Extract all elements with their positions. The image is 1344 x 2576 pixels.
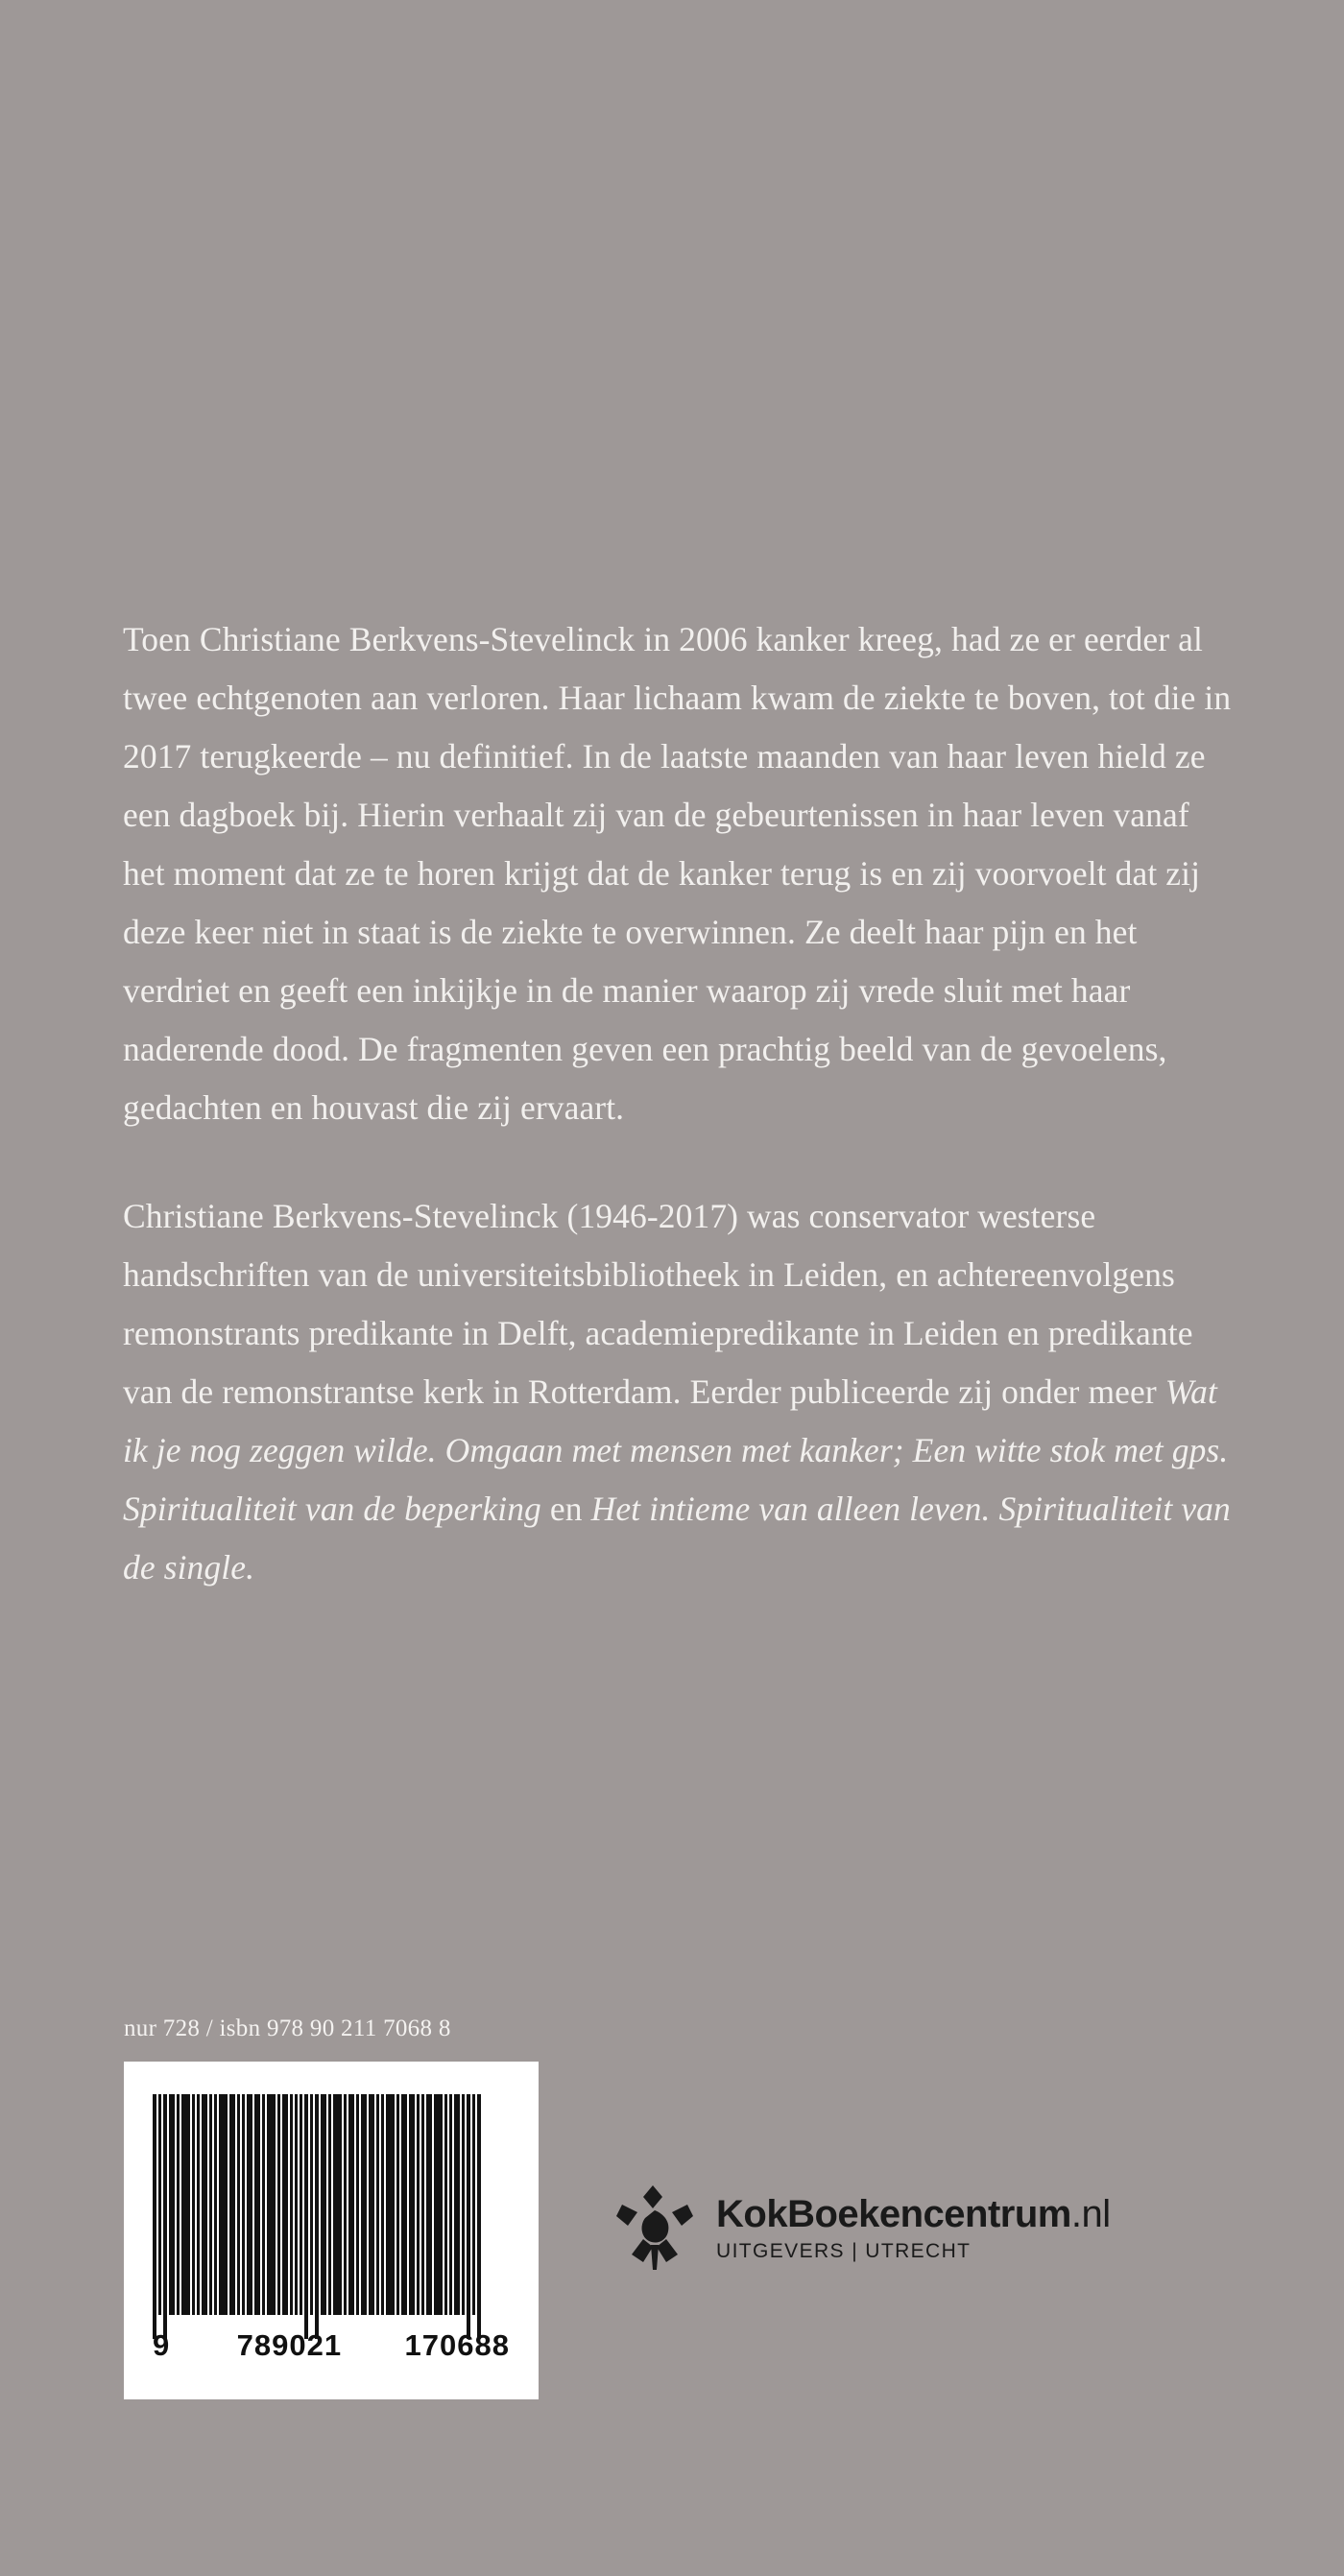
barcode-bars — [153, 2094, 510, 2315]
book-title-3: Het intieme van alleen leven. Spiritualiteit van de single. — [123, 1490, 1231, 1586]
publisher-logo — [614, 2183, 1111, 2272]
book-title-2: Een witte stok met gps. Spiritualiteit van de beperking — [123, 1431, 1229, 1528]
blurb-text-block — [123, 610, 1236, 1597]
publisher-name-main: KokBoekencentrum — [716, 2192, 1071, 2235]
book-title-1: Wat ik je nog zeggen wilde. Omgaan met mensen met kanker; — [123, 1372, 1217, 1469]
blurb-paragraph-1: Toen Christiane Berkvens-Stevelinck in 2006 kanker kreeg, had ze er eerder al twee echtgenoten aan verloren. Haar lichaam kwam de ziekte te boven, tot die in 2017 terugkeerde – nu definitief. In de laatste maanden van haar leven hield ze een dagboek bij. Hierin verhaalt zij van de gebeurtenissen in haar leven vanaf het moment dat ze te horen krijgt dat de kanker terug is en zij voorvoelt dat zij deze keer niet in staat is de ziekte te overwinnen. Ze deelt haar pijn en het verdriet en geeft een inkijkje in de manier waarop zij vrede sluit met haar naderende dood. De fragmenten geven een prachtig beeld van de gevoelens, gedachten en houvast die zij ervaart. — [123, 620, 1232, 1127]
publisher-name-suffix: .nl — [1070, 2192, 1111, 2235]
title-separator-1 — [904, 1431, 913, 1469]
publisher-subtitle: UITGEVERS | UTRECHT — [716, 2239, 972, 2262]
barcode-group-1: 789021 — [236, 2328, 343, 2362]
barcode — [124, 2062, 539, 2399]
nur-isbn-line: nur 728 / isbn 978 90 211 7068 8 — [124, 2015, 451, 2041]
blurb-paragraph-2 — [123, 1187, 1236, 1597]
title-separator-2: en — [540, 1490, 591, 1528]
barcode-group-2: 170688 — [404, 2328, 510, 2362]
publisher-name — [716, 2192, 1111, 2235]
kok-boekencentrum-mark-icon — [614, 2183, 695, 2272]
publisher-text — [716, 2192, 1111, 2262]
barcode-lead-digit: 9 — [153, 2328, 171, 2362]
barcode-digits — [153, 2328, 510, 2363]
author-bio-text: Christiane Berkvens-Stevelinck (1946-2017) was conservator westerse handschriften van de universiteitsbibliotheek in Leiden, en achtereenvolgens remonstrants predikante in Delft, academiepredikante in Leiden en predikante van de remonstrantse kerk in Rotterdam. Eerder publiceerde zij onder meer — [123, 1197, 1193, 1411]
